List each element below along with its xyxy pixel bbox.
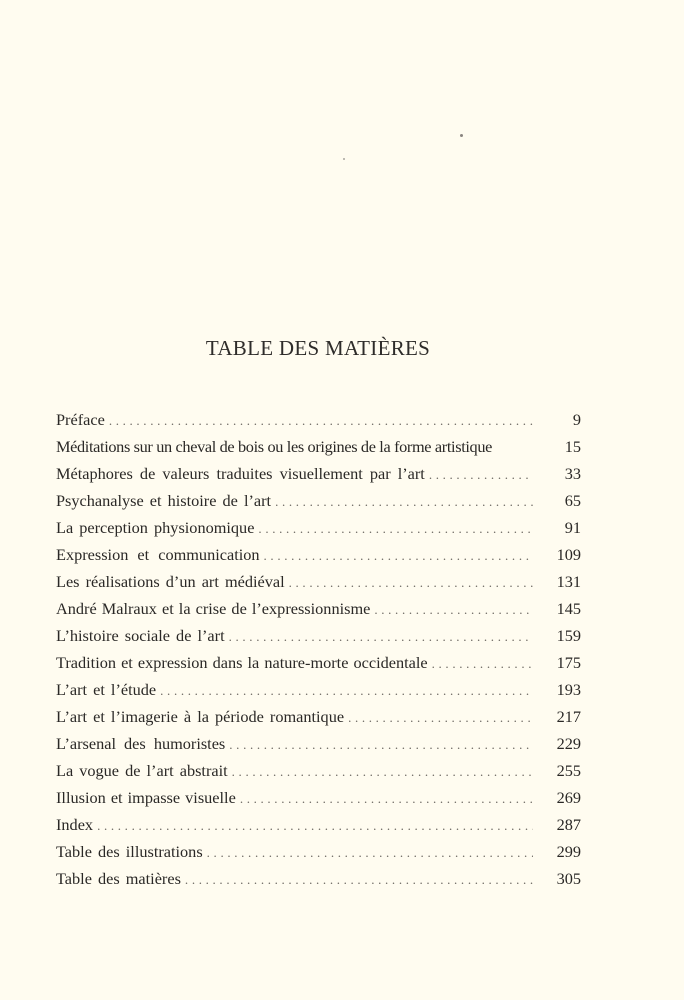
toc-entry-page: 131 <box>556 572 581 591</box>
toc-entry[interactable] <box>56 595 581 622</box>
toc-entry-title: Préface <box>56 410 105 429</box>
toc-entry[interactable] <box>56 649 581 676</box>
toc-entry-title: L’art et l’imagerie à la période romantique <box>56 707 345 726</box>
dot-leader <box>344 704 533 731</box>
toc-entry-title: Table des illustrations <box>56 842 203 861</box>
toc-entry[interactable] <box>56 784 581 811</box>
toc-entry-page: 217 <box>556 707 581 726</box>
toc-entry[interactable] <box>56 757 581 784</box>
toc-entry-page: 33 <box>564 464 581 483</box>
toc-entry[interactable] <box>56 514 581 541</box>
dot-leader <box>271 488 533 515</box>
toc-entry-page: 255 <box>556 761 581 780</box>
toc-entry-title: Psychanalyse et histoire de l’art <box>56 491 272 510</box>
toc-entry-title: L’histoire sociale de l’art <box>56 626 225 645</box>
toc-entry-title: Tradition et expression dans la nature-morte occidentale <box>56 653 428 672</box>
toc-entry[interactable] <box>56 487 581 514</box>
toc-entry-title: Index <box>56 815 94 834</box>
toc-entry-page: 193 <box>556 680 581 699</box>
toc-entry[interactable] <box>56 703 581 730</box>
toc-entry[interactable] <box>56 460 581 487</box>
toc-entry[interactable] <box>56 568 581 595</box>
toc-entry-page: 159 <box>556 626 581 645</box>
toc-entry-title: La perception physionomique <box>56 518 255 537</box>
toc-entry[interactable] <box>56 622 581 649</box>
dot-leader <box>425 461 533 488</box>
toc-entry-page: 109 <box>556 545 581 564</box>
toc-entry[interactable] <box>56 406 581 433</box>
toc-entry[interactable] <box>56 541 581 568</box>
dot-leader <box>236 785 533 812</box>
toc-entry-title: L’art et l’étude <box>56 680 157 699</box>
table-of-contents <box>56 406 581 892</box>
dot-leader <box>93 812 533 839</box>
page-title: TABLE DES MATIÈRES <box>205 336 431 360</box>
toc-entry-title: Illusion et impasse visuelle <box>56 788 236 807</box>
toc-entry-title: La vogue de l’art abstrait <box>56 761 228 780</box>
toc-entry[interactable] <box>56 676 581 703</box>
toc-entry-title: Expression et communication <box>56 545 260 564</box>
toc-entry-title: Table des matières <box>56 869 181 888</box>
toc-entry[interactable] <box>56 811 581 838</box>
dot-leader <box>181 866 533 893</box>
toc-entry-page: 305 <box>556 869 581 888</box>
dot-leader <box>225 623 533 650</box>
dot-leader <box>370 596 533 623</box>
toc-entry-title: André Malraux et la crise de l’expressionnisme <box>56 599 371 618</box>
toc-entry-page: 65 <box>564 491 581 510</box>
dot-leader <box>228 758 533 785</box>
toc-entry-title: Métaphores de valeurs traduites visuellement par l’art <box>56 464 425 483</box>
toc-entry[interactable] <box>56 865 581 892</box>
dot-leader <box>285 569 533 596</box>
dot-leader <box>156 677 533 704</box>
toc-entry-page: 15 <box>564 437 581 456</box>
scan-speck <box>343 158 345 160</box>
toc-entry-page: 175 <box>556 653 581 672</box>
toc-entry[interactable] <box>56 838 581 865</box>
toc-entry-page: 287 <box>556 815 581 834</box>
dot-leader <box>225 731 533 758</box>
toc-entry-page: 9 <box>572 410 581 429</box>
toc-entry-title: Les réalisations d’un art médiéval <box>56 572 285 591</box>
toc-entry-page: 145 <box>556 599 581 618</box>
toc-entry[interactable] <box>56 730 581 757</box>
dot-leader <box>254 515 533 542</box>
toc-entry-page: 299 <box>556 842 581 861</box>
toc-entry[interactable] <box>56 433 581 460</box>
toc-entry-title: L’arsenal des humoristes <box>56 734 226 753</box>
toc-entry-page: 269 <box>556 788 581 807</box>
dot-leader <box>105 407 533 434</box>
toc-entry-page: 91 <box>564 518 581 537</box>
dot-leader <box>203 839 533 866</box>
toc-entry-page: 229 <box>556 734 581 753</box>
toc-entry-title: Méditations sur un cheval de bois ou les origines de la forme artistique <box>56 437 492 456</box>
dot-leader <box>428 650 533 677</box>
scan-speck <box>460 134 463 137</box>
dot-leader <box>260 542 533 569</box>
